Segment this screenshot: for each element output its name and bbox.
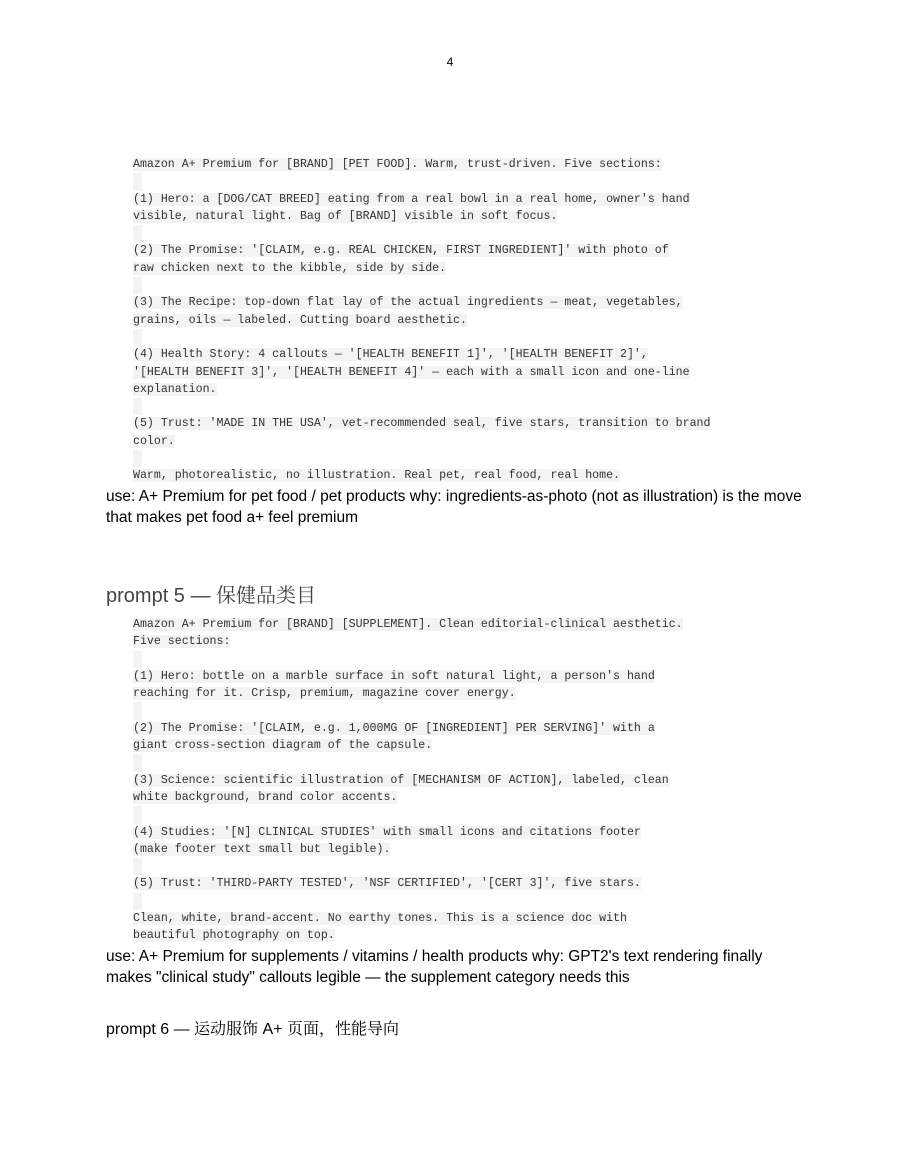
code-line: (3) The Recipe: top-down flat lay of the actual ingredients — meat, vegetables,	[133, 296, 683, 310]
section-heading-prompt-6: prompt 6 — 运动服饰 A+ 页面，性能导向	[106, 1021, 399, 1038]
section-heading-prompt-5: prompt 5 — 保健品类目	[106, 585, 317, 607]
code-line	[133, 398, 813, 415]
code-line	[133, 329, 813, 346]
prompt-code-block-supplement	[133, 616, 813, 945]
code-line	[133, 893, 813, 910]
code-line: reaching for it. Crisp, premium, magazine cover energy.	[133, 687, 516, 701]
code-line	[133, 450, 813, 467]
use-note-supplement: use: A+ Premium for supplements / vitamins / health products why: GPT2's text rendering finally makes "clinical study" callouts legible — the supplement category needs this	[106, 948, 763, 986]
code-line	[133, 225, 813, 242]
code-line: (2) The Promise: '[CLAIM, e.g. REAL CHICKEN, FIRST INGREDIENT]' with photo of	[133, 244, 669, 258]
code-line	[133, 858, 813, 875]
code-line	[133, 806, 813, 823]
code-line: (3) Science: scientific illustration of [MECHANISM OF ACTION], labeled, clean	[133, 773, 669, 787]
code-line	[133, 651, 813, 668]
prompt-code-block-pet-food	[133, 156, 813, 485]
code-line: Five sections:	[133, 635, 231, 649]
code-line: (1) Hero: bottle on a marble surface in soft natural light, a person's hand	[133, 669, 655, 683]
code-line: visible, natural light. Bag of [BRAND] visible in soft focus.	[133, 209, 558, 223]
code-line: grains, oils — labeled. Cutting board aesthetic.	[133, 313, 467, 327]
code-line	[133, 754, 813, 771]
code-line: (5) Trust: 'MADE IN THE USA', vet-recommended seal, five stars, transition to brand	[133, 417, 711, 431]
code-line: (2) The Promise: '[CLAIM, e.g. 1,000MG OF [INGREDIENT] PER SERVING]' with a	[133, 721, 655, 735]
code-line: beautiful photography on top.	[133, 929, 335, 943]
code-line: Clean, white, brand-accent. No earthy tones. This is a science doc with	[133, 912, 627, 926]
code-line	[133, 173, 813, 190]
use-note-pet-food: use: A+ Premium for pet food / pet products why: ingredients-as-photo (not as illustration) is the move that makes pet food a+ feel premium	[106, 488, 802, 526]
code-line: Amazon A+ Premium for [BRAND] [PET FOOD]. Warm, trust-driven. Five sections:	[133, 158, 662, 171]
code-line	[133, 277, 813, 294]
code-line: (4) Health Story: 4 callouts — '[HEALTH BENEFIT 1]', '[HEALTH BENEFIT 2]',	[133, 348, 648, 362]
code-line: Warm, photorealistic, no illustration. Real pet, real food, real home.	[133, 469, 621, 483]
code-line: (make footer text small but legible).	[133, 842, 391, 856]
code-line: (1) Hero: a [DOG/CAT BREED] eating from a real bowl in a real home, owner's hand	[133, 192, 690, 206]
code-line: white background, brand color accents.	[133, 790, 398, 804]
code-line: explanation.	[133, 382, 217, 396]
code-line: Amazon A+ Premium for [BRAND] [SUPPLEMENT]. Clean editorial-clinical aesthetic.	[133, 618, 683, 631]
code-line: (5) Trust: 'THIRD-PARTY TESTED', 'NSF CERTIFIED', '[CERT 3]', five stars.	[133, 877, 641, 891]
code-line: (4) Studies: '[N] CLINICAL STUDIES' with small icons and citations footer	[133, 825, 641, 839]
code-line: color.	[133, 434, 175, 448]
page-number: 4	[446, 55, 454, 69]
code-line: '[HEALTH BENEFIT 3]', '[HEALTH BENEFIT 4]' — each with a small icon and one-line	[133, 365, 690, 379]
code-line	[133, 702, 813, 719]
code-line: raw chicken next to the kibble, side by side.	[133, 261, 447, 275]
code-line: giant cross-section diagram of the capsule.	[133, 739, 433, 753]
